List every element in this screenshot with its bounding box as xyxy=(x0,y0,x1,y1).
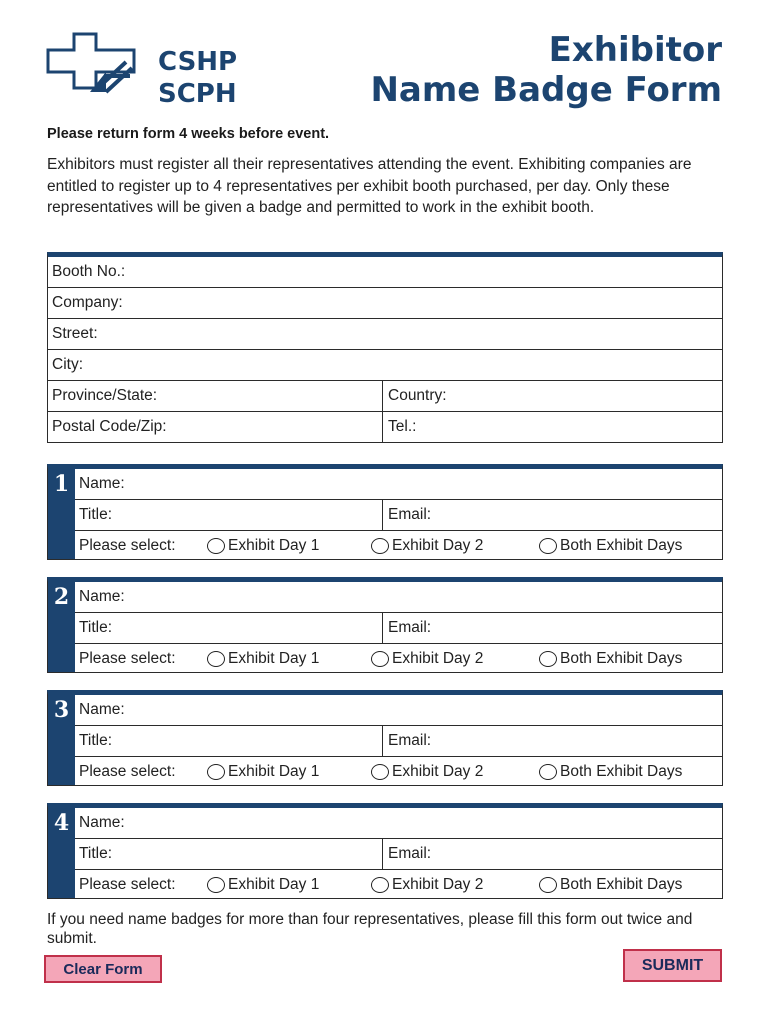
return-note: Please return form 4 weeks before event. xyxy=(47,126,330,142)
company-field[interactable]: Company: xyxy=(52,294,123,311)
country-field[interactable]: Country: xyxy=(388,387,447,404)
radio-circle-icon[interactable] xyxy=(371,538,389,554)
radio-day2-label: Exhibit Day 2 xyxy=(392,649,484,667)
radio-circle-icon[interactable] xyxy=(371,764,389,780)
radio-day1[interactable] xyxy=(207,650,371,668)
representative-block xyxy=(47,464,723,560)
radio-day2[interactable] xyxy=(371,537,539,555)
intro-text: Exhibitors must register all their representatives attending the event. Exhibiting companies are entitled to register up to 4 representatives per exhibit booth purchased, per day. Only these representatives will be given a badge and permitted to work in the exhibit booth. xyxy=(47,156,692,216)
title-line2: Name Badge Form xyxy=(370,70,722,110)
radio-circle-icon[interactable] xyxy=(371,651,389,667)
logo-text-top: CSHP xyxy=(158,47,238,77)
radio-both[interactable] xyxy=(539,537,682,555)
radio-circle-icon[interactable] xyxy=(371,877,389,893)
select-label: Please select: xyxy=(79,875,176,893)
radio-both[interactable] xyxy=(539,650,682,668)
radio-day2[interactable] xyxy=(371,763,539,781)
address-table xyxy=(47,252,723,443)
radio-circle-icon[interactable] xyxy=(207,651,225,667)
name-field[interactable]: Name: xyxy=(79,475,125,492)
name-field[interactable]: Name: xyxy=(79,701,125,718)
radio-circle-icon[interactable] xyxy=(539,651,557,667)
radio-both-label: Both Exhibit Days xyxy=(560,649,683,667)
select-label: Please select: xyxy=(79,762,176,780)
radio-circle-icon[interactable] xyxy=(207,877,225,893)
title-line1: Exhibitor xyxy=(548,30,722,70)
logo-text-bottom: SCPH xyxy=(158,79,237,108)
radio-circle-icon[interactable] xyxy=(539,538,557,554)
radio-both-label: Both Exhibit Days xyxy=(560,875,683,893)
title-field[interactable]: Title: xyxy=(75,839,383,869)
submit-button[interactable]: SUBMIT xyxy=(623,949,722,982)
radio-circle-icon[interactable] xyxy=(539,764,557,780)
street-field[interactable]: Street: xyxy=(52,325,98,342)
radio-day1[interactable] xyxy=(207,763,371,781)
radio-day1-label: Exhibit Day 1 xyxy=(228,536,320,554)
radio-circle-icon[interactable] xyxy=(539,877,557,893)
radio-both-label: Both Exhibit Days xyxy=(560,762,683,780)
page-title xyxy=(370,30,722,110)
email-field[interactable]: Email: xyxy=(388,506,432,523)
radio-day2-label: Exhibit Day 2 xyxy=(392,536,484,554)
radio-day2-label: Exhibit Day 2 xyxy=(392,875,484,893)
representative-block xyxy=(47,803,723,899)
email-field[interactable]: Email: xyxy=(388,732,432,749)
rep-number: 3 xyxy=(48,695,75,785)
radio-day1-label: Exhibit Day 1 xyxy=(228,649,320,667)
radio-both[interactable] xyxy=(539,763,682,781)
radio-day2-label: Exhibit Day 2 xyxy=(392,762,484,780)
radio-both-label: Both Exhibit Days xyxy=(560,536,683,554)
footer-note: If you need name badges for more than four representatives, please fill this form out twice and submit. xyxy=(47,911,693,947)
radio-day1-label: Exhibit Day 1 xyxy=(228,875,320,893)
name-field[interactable]: Name: xyxy=(79,814,125,831)
select-label: Please select: xyxy=(79,536,176,554)
representative-block xyxy=(47,577,723,673)
tel-field[interactable]: Tel.: xyxy=(388,418,417,435)
booth-field[interactable]: Booth No.: xyxy=(52,263,126,280)
name-field[interactable]: Name: xyxy=(79,588,125,605)
radio-both[interactable] xyxy=(539,876,682,894)
representative-block xyxy=(47,690,723,786)
cshp-logo xyxy=(46,32,256,108)
title-field[interactable]: Title: xyxy=(75,613,383,643)
title-field[interactable]: Title: xyxy=(75,726,383,756)
clear-form-button[interactable]: Clear Form xyxy=(44,955,162,983)
email-field[interactable]: Email: xyxy=(388,619,432,636)
radio-day1-label: Exhibit Day 1 xyxy=(228,762,320,780)
radio-day2[interactable] xyxy=(371,650,539,668)
radio-day2[interactable] xyxy=(371,876,539,894)
select-label: Please select: xyxy=(79,649,176,667)
radio-day1[interactable] xyxy=(207,876,371,894)
city-field[interactable]: City: xyxy=(52,356,83,373)
postal-field[interactable]: Postal Code/Zip: xyxy=(48,412,383,442)
rep-number: 4 xyxy=(48,808,75,898)
email-field[interactable]: Email: xyxy=(388,845,432,862)
rep-number: 2 xyxy=(48,582,75,672)
province-field[interactable]: Province/State: xyxy=(48,381,383,411)
title-field[interactable]: Title: xyxy=(75,500,383,530)
radio-day1[interactable] xyxy=(207,537,371,555)
rep-number: 1 xyxy=(48,469,75,559)
radio-circle-icon[interactable] xyxy=(207,538,225,554)
radio-circle-icon[interactable] xyxy=(207,764,225,780)
